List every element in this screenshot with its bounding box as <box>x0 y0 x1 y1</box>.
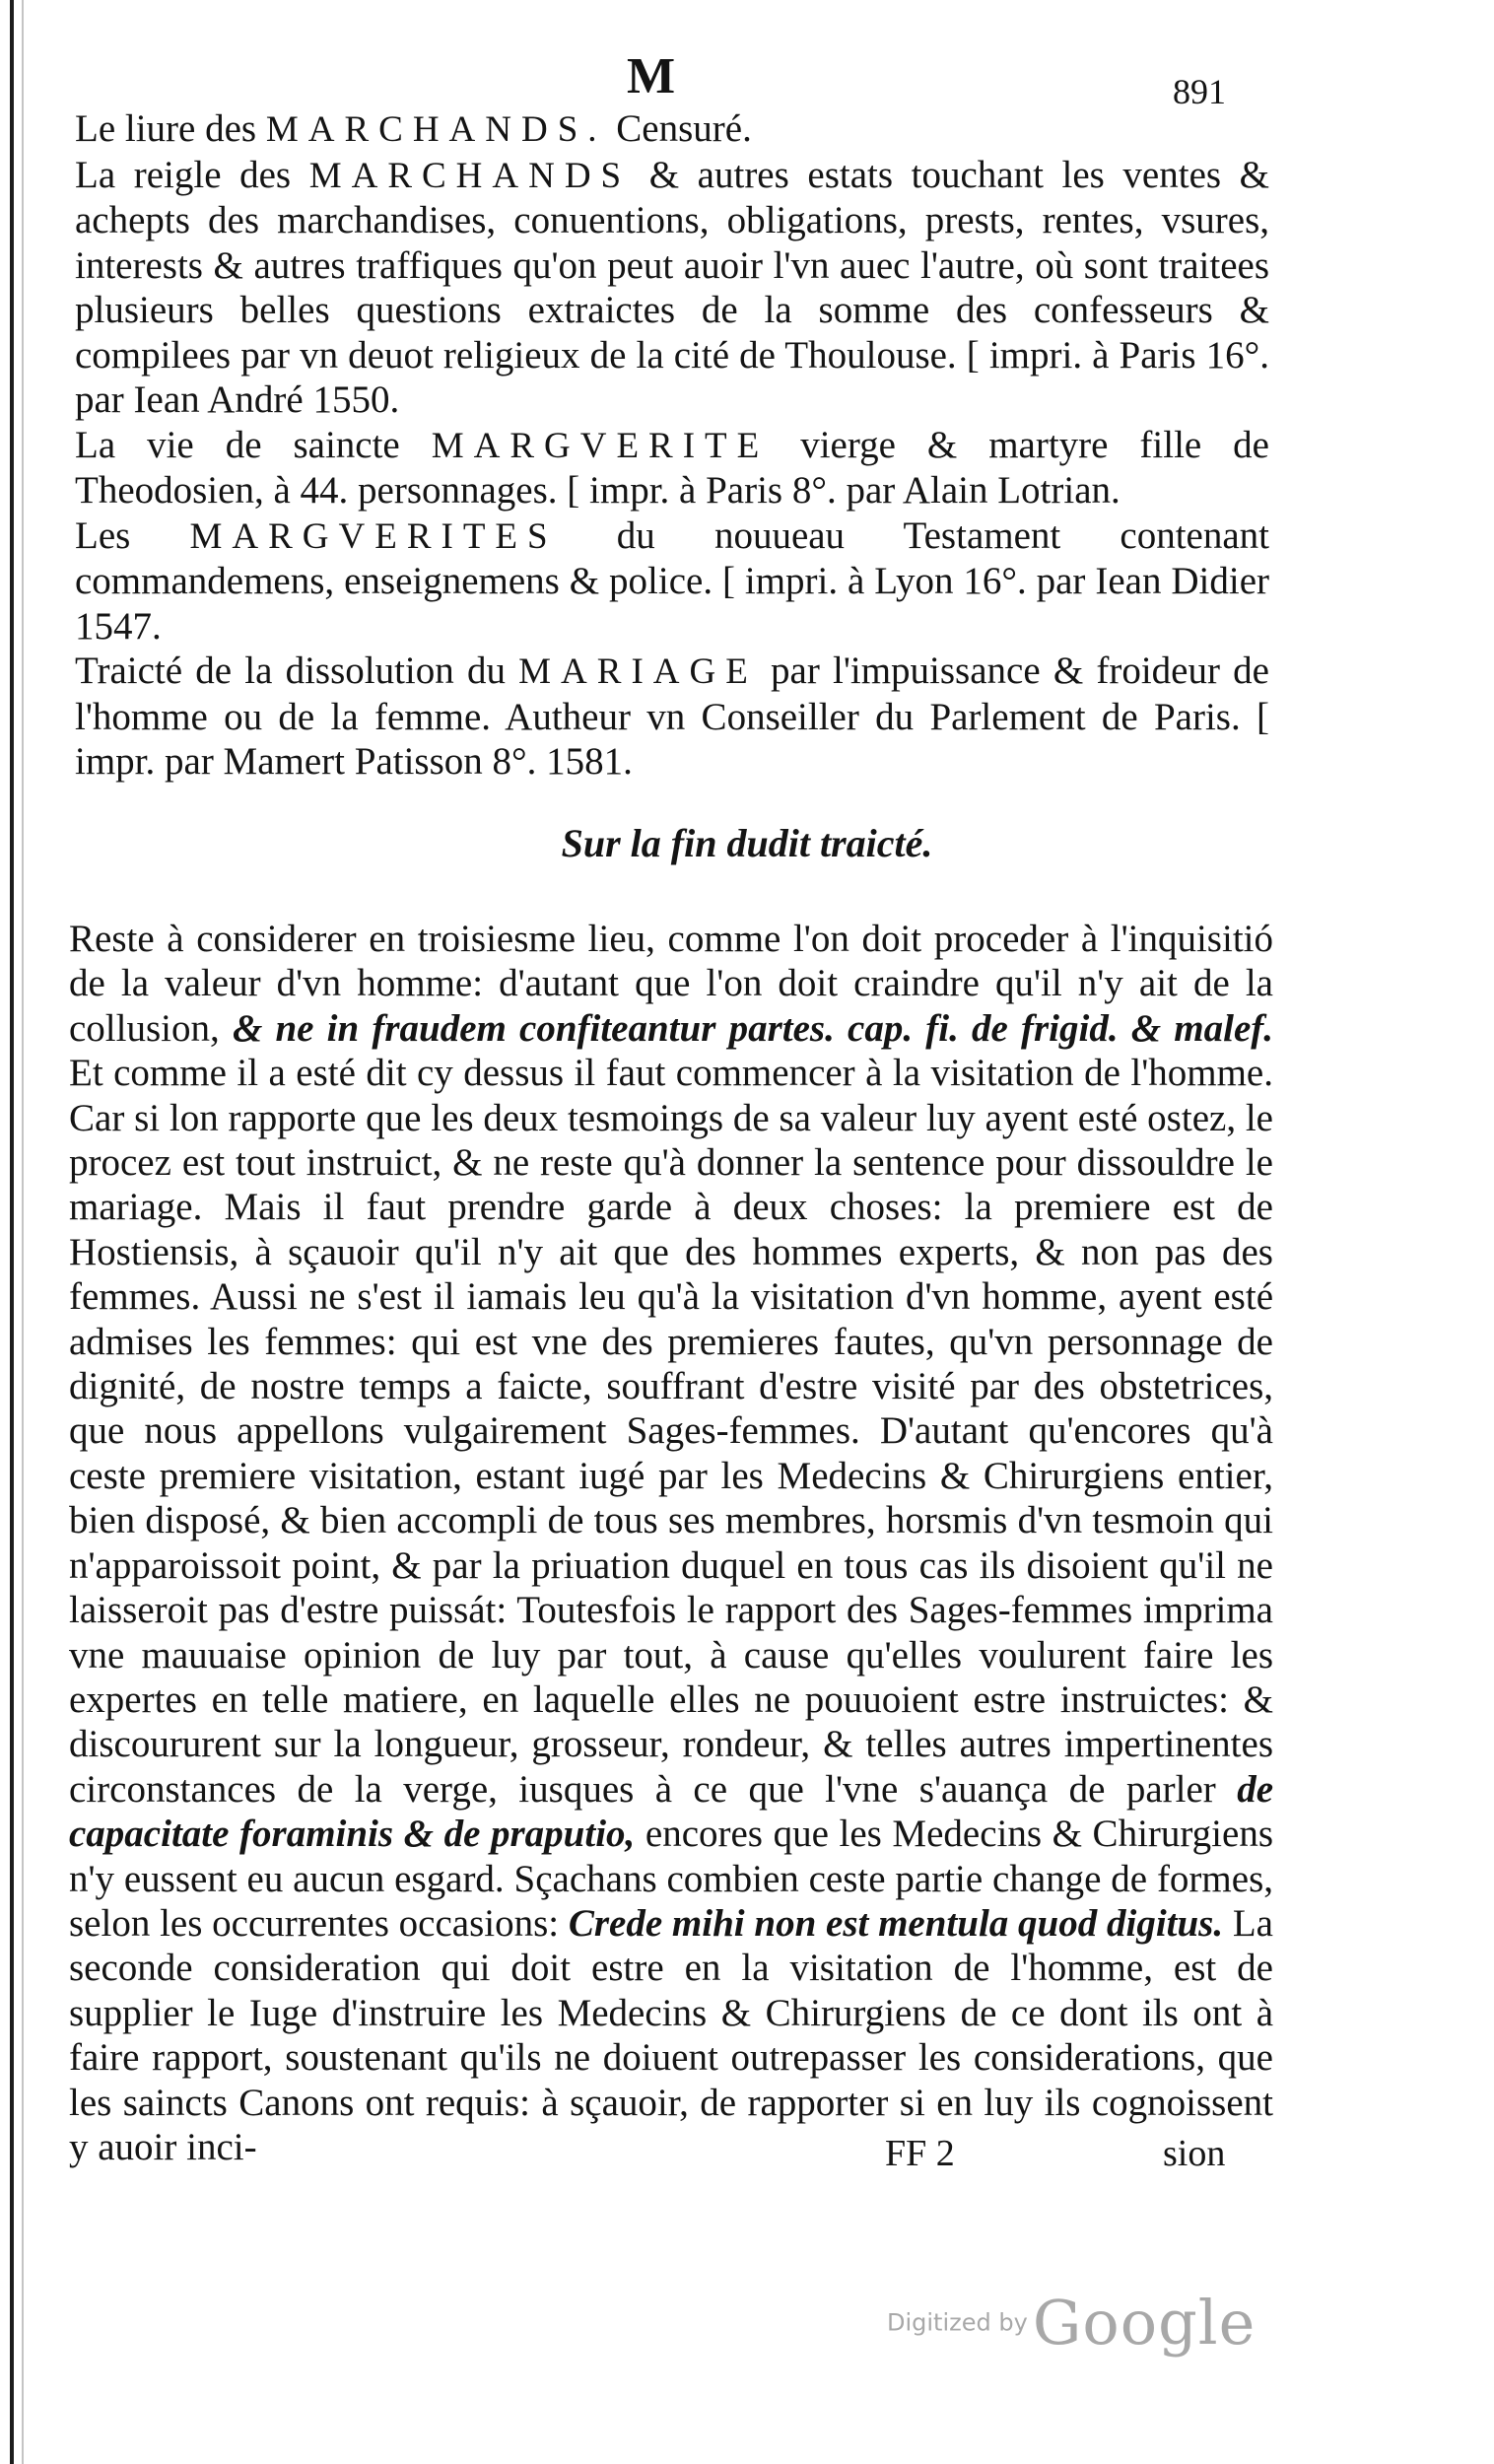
entry-keyword: MARIAGE <box>518 651 758 692</box>
section-title: Sur la fin dudit traicté. <box>561 821 933 865</box>
catalog-entries <box>75 106 1269 785</box>
entry-prefix: La vie de saincte <box>75 423 432 466</box>
catalog-entry <box>75 649 1269 785</box>
entry-text: Censuré. <box>606 107 752 150</box>
entry-keyword: MARGVERITE <box>431 425 770 466</box>
catalog-entry <box>75 423 1269 513</box>
entry-prefix: Le liure des <box>75 107 266 150</box>
header-letter: M <box>627 48 676 104</box>
entry-text: du nouueau Testament contenant commandemens, enseignemens & police. [ impri. à Lyon 16°. par Iean Didier 1547. <box>75 513 1270 648</box>
entry-keyword: MARGVERITES <box>189 515 558 557</box>
body-text: Reste à considerer en troisiesme lieu, comme l'on doit proceder à l'inquisitió de la valeur d'vn homme: d'autant que l'on doit craindre qu'il n'y ait de la collusion, <box>69 918 1273 1050</box>
entry-text: & autres estats touchant les ventes & achepts des marchandises, conuentions, obligations, prests, rentes, vsures, interests & autres traffiques qu'on peut auoir l'vn auec l'autre, où sont traitees plusieurs belles questions extraictes de la somme des confesseurs & compilees par vn deuot religieux de la cité de Thoulouse. [ impri. à Paris 16°. par Iean André 1550. <box>75 153 1270 421</box>
catalog-entry <box>75 153 1269 423</box>
entry-prefix: Traicté de la dissolution du <box>75 650 519 692</box>
catalog-entry <box>75 106 1269 153</box>
entry-keyword: MARCHANDS. <box>265 109 607 150</box>
google-logo: Google <box>1032 2287 1256 2359</box>
body-text: encores que les Medecins & Chirurgiens n'y eussent eu aucun esgard. Sçachans combien ceste partie change de formes, selon les occurrentes occasions: <box>69 1813 1273 1945</box>
entry-text: vierge & martyre fille de Theodosien, à 44. personnages. [ impr. à Paris 8°. par Alain Lotrian. <box>75 423 1269 512</box>
entry-prefix: La reigle des <box>75 153 309 196</box>
catalog-entry <box>75 513 1269 650</box>
watermark-prefix: Digitized by <box>887 2308 1028 2337</box>
body-text: La seconde consideration qui doit estre en la visitation de l'homme, est de supplier le Iuge d'instruire les Medecins & Chirurgiens de ce dont ils ont à faire rapport, soustenant qu'ils ne doiuent outrepasser les considerations, que les saincts Canons ont requis: à sçauoir, de rapporter si en luy ils cognoissent y auoir inci- <box>69 1901 1273 2168</box>
body-paragraph <box>69 917 1273 2169</box>
scan-edge <box>10 0 14 2464</box>
digitization-watermark <box>887 2287 1256 2359</box>
scan-edge-shadow <box>22 0 24 2464</box>
signature-mark: FF 2 <box>885 2133 955 2174</box>
page-number: 891 <box>1173 72 1226 111</box>
entry-prefix: Les <box>75 513 190 557</box>
entry-keyword: MARCHANDS <box>308 155 632 196</box>
latin-citation: Crede mihi non est mentula quod digitus. <box>568 1901 1224 1945</box>
catchword: sion <box>1163 2133 1226 2174</box>
entry-text: par l'impuissance & froideur de l'homme ou de la femme. Autheur vn Conseiller du Parlement de Paris. [ impr. par Mamert Patisson 8°. 1581. <box>75 650 1269 783</box>
latin-citation: de capacitate foraminis & de praputio, <box>69 1767 1273 1856</box>
body-text: Et comme il a esté dit cy dessus il faut commencer à la visitation de l'homme. Car si lon rapporte que les deux tesmoings de sa valeur luy ayent esté ostez, le procez est tout instruict, & ne reste qu'à donner la sentence pour dissouldre le mariage. Mais il faut prendre garde à deux choses: la premiere est de Hostiensis, à sçauoir qu'il n'y ait que des hommes experts, & non pas des femmes. Aussi ne s'est il iamais leu qu'à la visitation d'vn homme, ayent esté admises les femmes: qui est vne des premieres fautes, qu'vn personnage de dignité, de nostre temps a faicte, souffrant d'estre visité par des obstetrices, que nous appellons vulgairement Sages-femmes. D'autant qu'encores qu'à ceste premiere visitation, estant iugé par les Medecins & Chirurgiens entier, bien disposé, & bien accompli de tous ses membres, horsmis d'vn tesmoin qui n'apparoissoit point, & par la priuation duquel en tous cas ils disoient qu'il ne laisseroit pas d'estre puissát: Toutesfois le rapport des Sages-femmes imprima vne mauuaise opinion de luy par tout, à cause qu'elles voulurent faire les expertes en telle matiere, en laquelle elles ne pouuoient estre instruictes: & discoururent sur la longueur, grosseur, rondeur, & telles autres impertinentes circonstances de la verge, iusques à ce que l'vne s'auança de parler <box>69 1052 1273 1811</box>
latin-citation: & ne in fraudem confiteantur partes. cap. fi. de frigid. & malef. <box>232 1006 1273 1050</box>
